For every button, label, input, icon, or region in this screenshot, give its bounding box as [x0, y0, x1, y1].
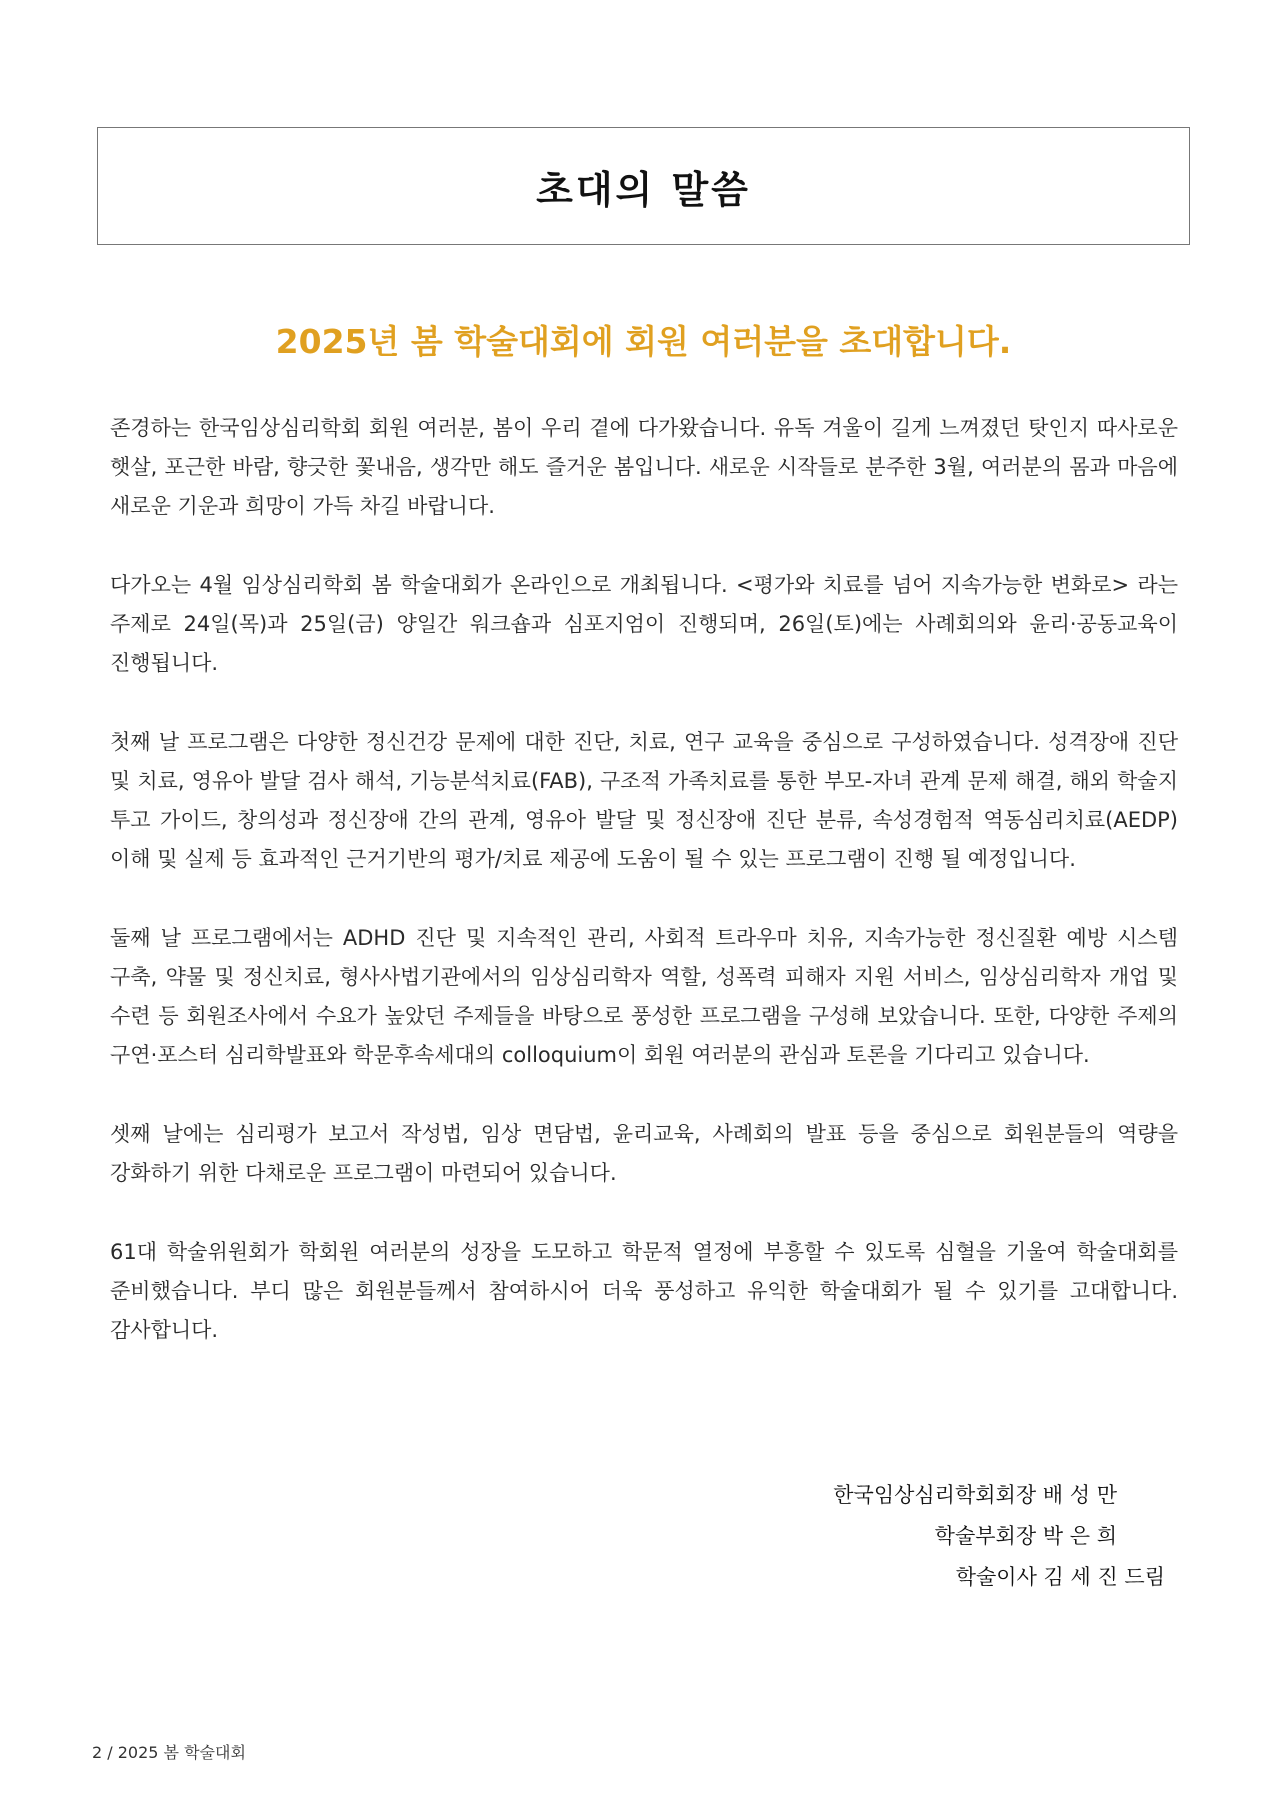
- paragraph-event-overview: 다가오는 4월 임상심리학회 봄 학술대회가 온라인으로 개최됩니다. <평가와 치료를 넘어 지속가능한 변화로> 라는 주제로 24일(목)과 25일(금) 양일간 워크숍과 심포지엄이 진행되며, 26일(토)에는 사례회의와 윤리·공동교육이 진행됩니다.: [110, 573, 1178, 675]
- page-title: 초대의 말씀: [536, 167, 751, 212]
- signature-president: 한국임상심리학회회장 배 성 만: [833, 1483, 1117, 1507]
- page-footer: 2 / 2025 봄 학술대회: [92, 1743, 246, 1762]
- signature-director: 학술이사 김 세 진 드림: [955, 1565, 1165, 1589]
- invitation-subtitle: 2025년 봄 학술대회에 회원 여러분을 초대합니다.: [275, 322, 1012, 361]
- signature-vice-president: 학술부회장 박 은 희: [934, 1524, 1117, 1548]
- title-box: [97, 127, 1190, 245]
- paragraph-day-three: 셋째 날에는 심리평가 보고서 작성법, 임상 면담법, 윤리교육, 사례회의 발표 등을 중심으로 회원분들의 역량을 강화하기 위한 다채로운 프로그램이 마련되어 있습니다.: [110, 1122, 1178, 1185]
- paragraph-greeting: 존경하는 한국임상심리학회 회원 여러분, 봄이 우리 곁에 다가왔습니다. 유독 겨울이 길게 느껴졌던 탓인지 따사로운 햇살, 포근한 바람, 향긋한 꽃내음, 생각만 해도 즐거운 봄입니다. 새로운 시작들로 분주한 3월, 여러분의 몸과 마음에 새로운 기운과 희망이 가득 차길 바랍니다.: [110, 416, 1178, 518]
- letter-body: [110, 409, 1178, 1390]
- paragraph-closing: 61대 학술위원회가 학회원 여러분의 성장을 도모하고 학문적 열정에 부흥할 수 있도록 심혈을 기울여 학술대회를 준비했습니다. 부디 많은 회원분들께서 참여하시어 더욱 풍성하고 유익한 학술대회가 될 수 있기를 고대합니다. 감사합니다.: [110, 1240, 1178, 1342]
- paragraph-day-one: 첫째 날 프로그램은 다양한 정신건강 문제에 대한 진단, 치료, 연구 교육을 중심으로 구성하였습니다. 성격장애 진단 및 치료, 영유아 발달 검사 해석, 기능분석치료(FAB), 구조적 가족치료를 통한 부모-자녀 관계 문제 해결, 해외 학술지 투고 가이드, 창의성과 정신장애 간의 관계, 영유아 발달 및 정신장애 진단 분류, 속성경험적 역동심리치료(AEDP) 이해 및 실제 등 효과적인 근거기반의 평가/치료 제공에 도움이 될 수 있는 프로그램이 진행 될 예정입니다.: [110, 730, 1178, 871]
- signature-block: [833, 1475, 1165, 1598]
- paragraph-day-two: 둘째 날 프로그램에서는 ADHD 진단 및 지속적인 관리, 사회적 트라우마 치유, 지속가능한 정신질환 예방 시스템 구축, 약물 및 정신치료, 형사사법기관에서의 임상심리학자 역할, 성폭력 피해자 지원 서비스, 임상심리학자 개업 및 수련 등 회원조사에서 수요가 높았던 주제들을 바탕으로 풍성한 프로그램을 구성해 보았습니다. 또한, 다양한 주제의 구연·포스터 심리학발표와 학문후속세대의 colloquium이 회원 여러분의 관심과 토론을 기다리고 있습니다.: [110, 926, 1178, 1067]
